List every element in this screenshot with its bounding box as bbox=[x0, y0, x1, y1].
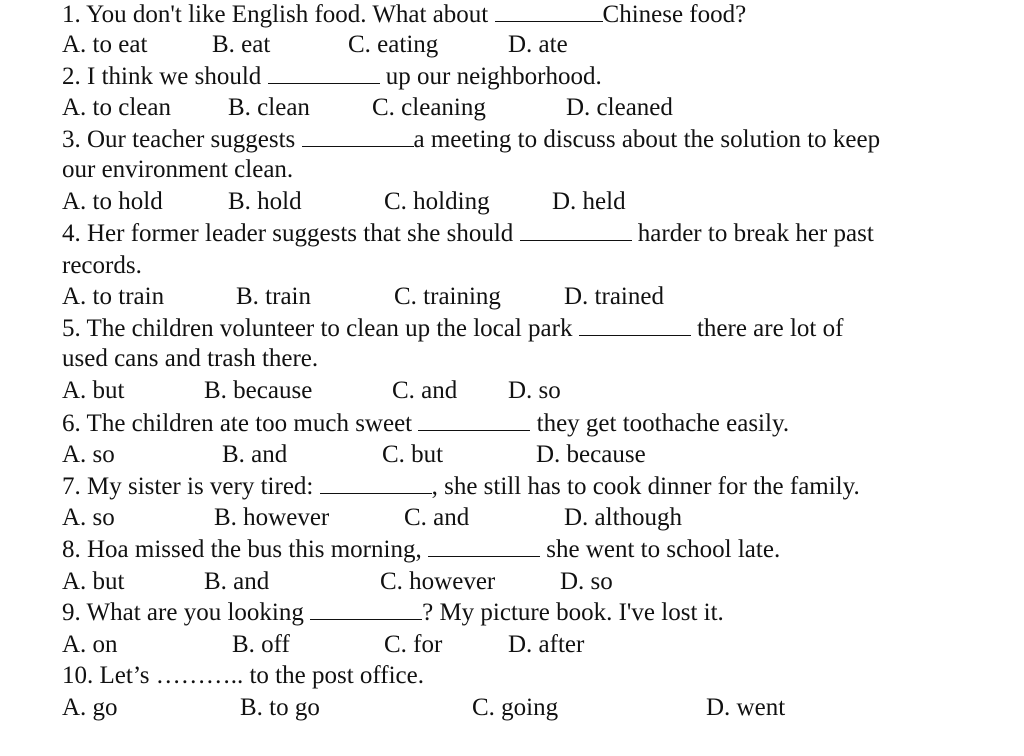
answer-blank bbox=[302, 126, 414, 147]
options-5 bbox=[0, 376, 1024, 406]
answer-blank bbox=[320, 473, 432, 494]
option-a: A. to clean bbox=[62, 94, 171, 121]
option-b: B. train bbox=[236, 283, 311, 310]
option-c: C. cleaning bbox=[372, 94, 486, 121]
option-b: B. however bbox=[214, 504, 330, 531]
option-d: D. cleaned bbox=[566, 94, 673, 121]
option-b: B. hold bbox=[228, 188, 302, 215]
question-4: 4. Her former leader suggests that she should harder to break her past bbox=[62, 220, 874, 247]
question-6: 6. The children ate too much sweet they get toothache easily. bbox=[62, 410, 790, 437]
question-9: 9. What are you looking ? My picture book. I've lost it. bbox=[62, 599, 724, 626]
options-4 bbox=[0, 282, 1024, 312]
question-7: 7. My sister is very tired: , she still has to cook dinner for the family. bbox=[62, 473, 860, 500]
answer-blank bbox=[418, 410, 530, 431]
option-b: B. off bbox=[232, 631, 290, 658]
options-8 bbox=[0, 567, 1024, 597]
option-d: D. because bbox=[536, 441, 646, 468]
option-c: C. holding bbox=[384, 188, 490, 215]
option-d: D. trained bbox=[564, 283, 664, 310]
option-b: B. to go bbox=[240, 694, 320, 721]
option-b: B. clean bbox=[228, 94, 310, 121]
options-1 bbox=[0, 30, 1024, 60]
option-a: A. go bbox=[62, 694, 118, 721]
option-a: A. but bbox=[62, 377, 125, 404]
question-5-continuation: used cans and trash there. bbox=[62, 345, 319, 372]
question-1: 1. You don't like English food. What about Chinese food? bbox=[62, 1, 747, 28]
options-7 bbox=[0, 503, 1024, 533]
option-b: B. and bbox=[222, 441, 288, 468]
options-2 bbox=[0, 93, 1024, 123]
option-a: A. so bbox=[62, 441, 115, 468]
option-a: A. so bbox=[62, 504, 115, 531]
option-a: A. to eat bbox=[62, 31, 148, 58]
option-d: D. so bbox=[508, 377, 561, 404]
option-a: A. but bbox=[62, 568, 125, 595]
options-6 bbox=[0, 440, 1024, 470]
question-10: 10. Let’s ……….. to the post office. bbox=[62, 662, 424, 689]
option-b: B. because bbox=[204, 377, 313, 404]
answer-blank bbox=[495, 1, 603, 22]
option-d: D. held bbox=[552, 188, 626, 215]
option-b: B. and bbox=[204, 568, 270, 595]
question-5: 5. The children volunteer to clean up the local park there are lot of bbox=[62, 315, 844, 342]
option-b: B. eat bbox=[212, 31, 271, 58]
options-10 bbox=[0, 693, 1024, 723]
option-d: D. after bbox=[508, 631, 585, 658]
option-c: C. however bbox=[380, 568, 496, 595]
option-c: C. eating bbox=[348, 31, 439, 58]
option-d: D. so bbox=[560, 568, 613, 595]
options-9 bbox=[0, 630, 1024, 660]
option-d: D. although bbox=[564, 504, 683, 531]
option-a: A. to hold bbox=[62, 188, 163, 215]
option-c: C. and bbox=[404, 504, 470, 531]
option-c: C. for bbox=[384, 631, 443, 658]
option-c: C. and bbox=[392, 377, 458, 404]
answer-blank bbox=[579, 315, 691, 336]
question-3: 3. Our teacher suggests a meeting to discuss about the solution to keep bbox=[62, 126, 881, 153]
answer-blank bbox=[310, 599, 422, 620]
question-3-continuation: our environment clean. bbox=[62, 156, 294, 183]
option-d: D. went bbox=[706, 694, 786, 721]
question-2: 2. I think we should up our neighborhood. bbox=[62, 63, 602, 90]
question-4-continuation: records. bbox=[62, 252, 142, 279]
answer-blank bbox=[520, 220, 632, 241]
question-8: 8. Hoa missed the bus this morning, she went to school late. bbox=[62, 536, 781, 563]
option-c: C. training bbox=[394, 283, 501, 310]
answer-blank bbox=[428, 536, 540, 557]
option-d: D. ate bbox=[508, 31, 568, 58]
options-3 bbox=[0, 187, 1024, 217]
answer-blank bbox=[268, 63, 380, 84]
option-a: A. on bbox=[62, 631, 118, 658]
option-a: A. to train bbox=[62, 283, 165, 310]
option-c: C. going bbox=[472, 694, 559, 721]
option-c: C. but bbox=[382, 441, 444, 468]
